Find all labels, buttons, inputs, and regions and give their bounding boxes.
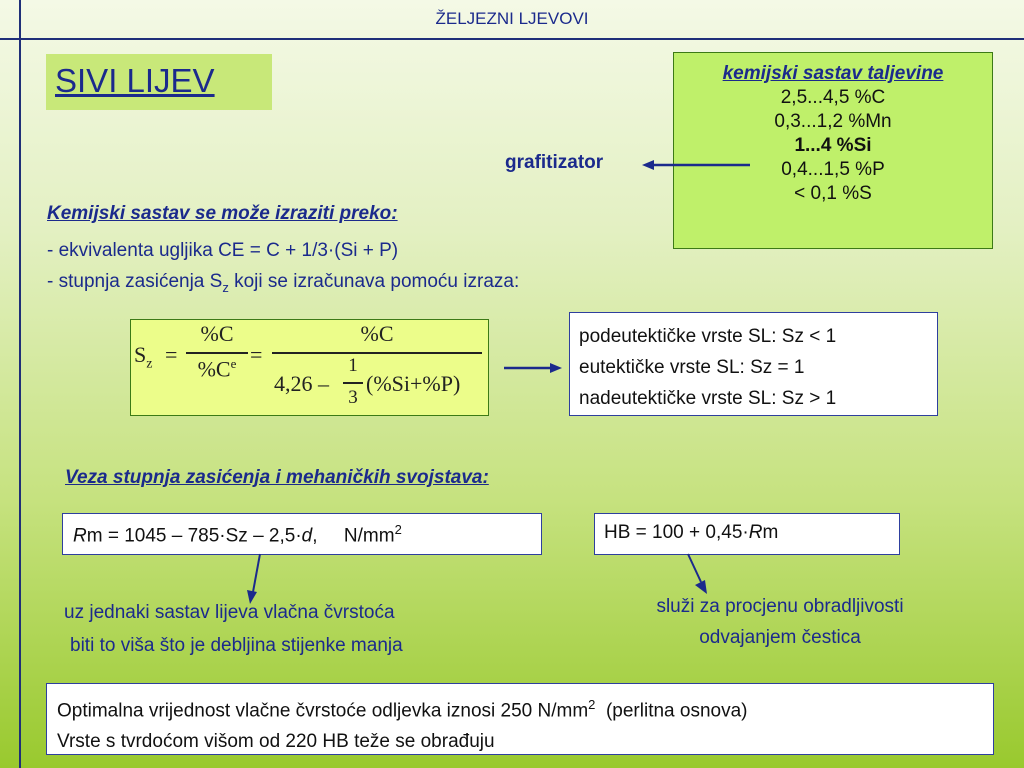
hb-note-arrow-icon [684,552,714,596]
saturation-line-prefix: - stupnja zasićenja S [47,271,223,292]
chem-line-si: 1...4 %Si [794,135,872,156]
rm-note-line2: biti to viša što je debljina stijenke manja [70,635,403,656]
rm-text2: , N/mm [312,525,395,547]
rm-note-line1: uz jednaki sastav lijeva vlačna čvrstoća [64,602,395,623]
ce-line: - ekvivalenta ugljika CE = C + 1/3·(Si + P) [47,240,399,261]
rm-text1: m = 1045 – 785·Sz – 2,5· [86,525,302,547]
formula-frac-line1 [186,352,248,354]
page-heading: SIVI LIJEV [55,62,215,99]
formula-small-frac-line [343,382,363,384]
chem-line-s: < 0,1 %S [794,183,872,204]
formula-eq2: = [250,342,263,367]
chem-line-c: 2,5...4,5 %C [780,87,886,108]
summary-line1-text: Optimalna vrijednost vlačne čvrstoće odljevka iznosi 250 N/mm [57,700,589,722]
chem-composition-box [673,52,993,249]
summary-box [46,683,994,755]
formula-small-den: 3 [348,387,358,408]
formula-s [134,342,152,372]
formula-eq1: = [165,342,178,367]
classification-box [569,312,938,416]
formula-num2: %C [360,321,394,346]
hb-formula-box [594,513,900,555]
formula-num1: %C [200,321,234,346]
hb-text: HB = 100 + 0,45· [604,522,749,543]
rm-note-arrow-icon [238,552,268,606]
formula-arrow-icon [502,358,564,378]
summary-line2: Vrste s tvrdoćom višom od 220 HB teže se obrađuju [57,731,495,753]
hb-m: m [762,522,779,543]
left-divider-vertical [19,0,21,768]
classification-line-hypo: podeutektičke vrste SL: Sz < 1 [579,326,837,347]
chem-line-mn: 0,3...1,2 %Mn [774,111,892,132]
formula-den1-main: %C [197,356,231,382]
classification-line-eutectic: eutektičke vrste SL: Sz = 1 [579,357,805,378]
mechanical-heading: Veza stupnja zasićenja i mehaničkih svojstava: [65,467,489,488]
formula-den2-suffix: (%Si+%P) [366,371,461,396]
summary-line1 [57,689,993,726]
formula-den1 [186,356,248,382]
hb-r: R [748,522,763,543]
saturation-line [47,271,519,295]
graphitizer-arrow-icon [640,156,752,176]
classification-line-hyper: nadeutektičke vrste SL: Sz > 1 [579,388,837,409]
summary-line1-sup: 2 [588,697,596,712]
formula-s-letter: S [134,342,147,367]
formula-den1-sup: e [230,356,237,371]
rm-sup: 2 [394,522,402,537]
formula-frac-line2 [272,352,482,354]
rm-r: R [73,525,87,547]
rm-formula-box [62,513,542,555]
rm-d: d [301,525,313,547]
title-divider-horizontal [0,38,1024,40]
saturation-line-suffix: koji se izračunava pomoću izraza: [228,271,520,292]
graphitizer-label: grafitizator [505,152,604,173]
hb-note-line2: odvajanjem čestica [699,627,861,648]
expression-heading: Kemijski sastav se može izraziti preko: [47,203,398,224]
formula-s-sub: z [146,356,153,372]
chem-line-p: 0,4...1,5 %P [781,159,885,180]
chem-composition-title: kemijski sastav taljevine [722,63,944,84]
formula-small-num: 1 [348,355,358,376]
page-top-title: ŽELJEZNI LJEVOVI [435,9,589,28]
saturation-line-sub: z [222,279,229,295]
formula-den2-prefix: 4,26 – [274,371,329,396]
hb-note-line1: služi za procjenu obradljivosti [656,596,904,617]
summary-line1-suffix: (perlitna osnova) [595,700,748,722]
